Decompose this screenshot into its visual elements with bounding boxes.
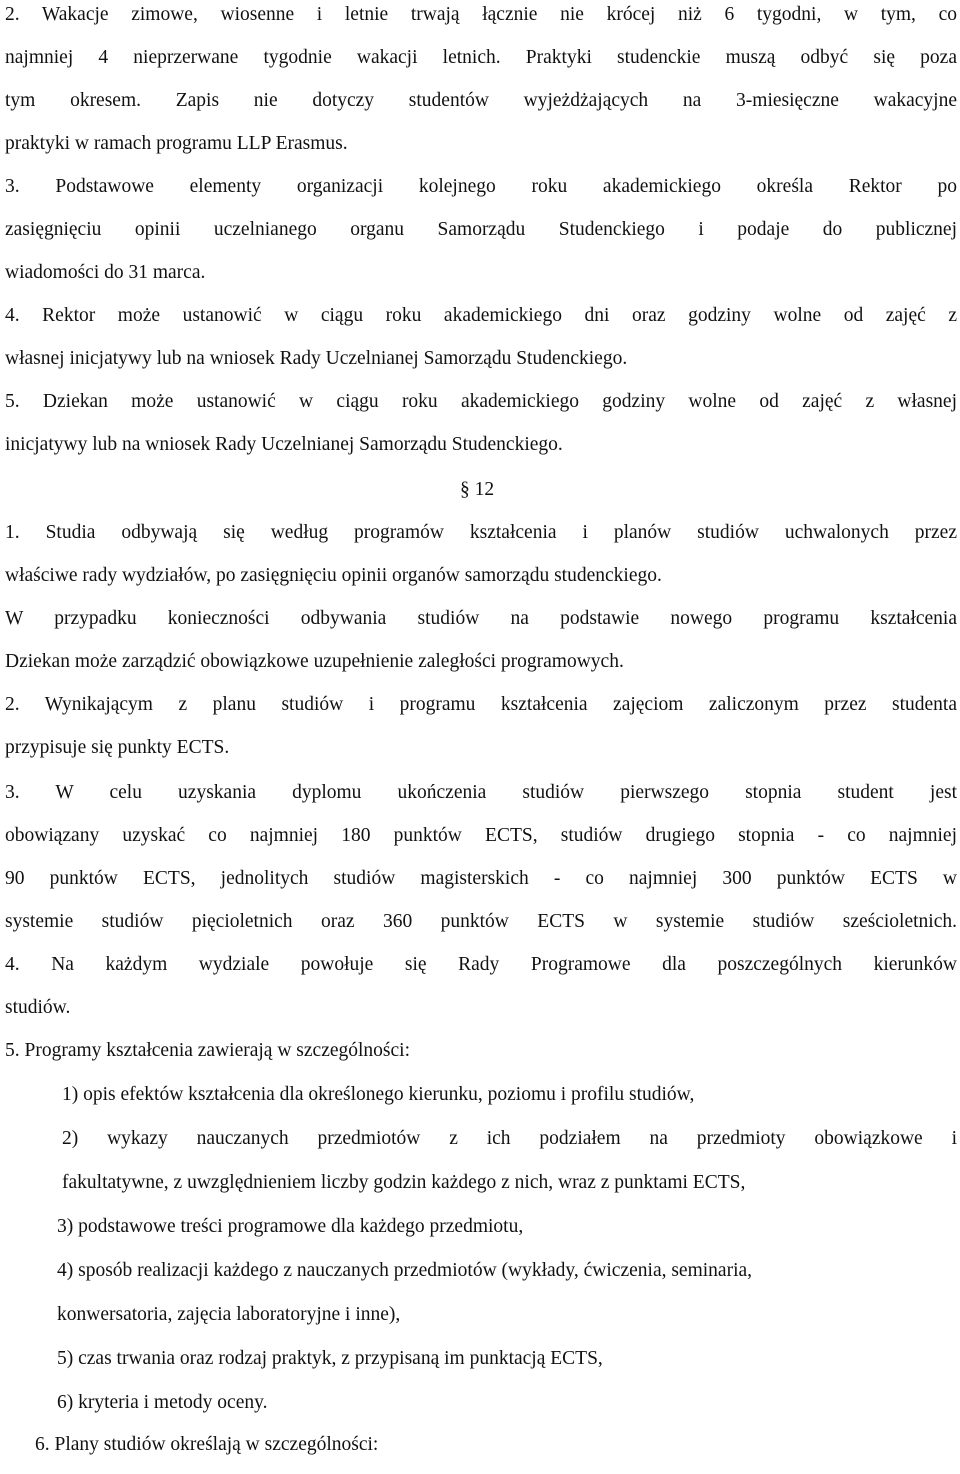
section-heading: § 12 [460,479,495,500]
text-line: 90 punktów ECTS, jednolitych studiów magisterskich - co najmniej 300 punktów ECTS w [5,868,957,889]
text-line: wiadomości do 31 marca. [5,262,206,283]
text-line: 2. Wakacje zimowe, wiosenne i letnie trwają łącznie nie krócej niż 6 tygodni, w tym, co [5,4,957,25]
text-line: przypisuje się punkty ECTS. [5,737,230,758]
list-item: 2) wykazy nauczanych przedmiotów z ich podziałem na przedmioty obowiązkowe i [62,1128,957,1149]
text-line: 4. Na każdym wydziale powołuje się Rady Programowe dla poszczególnych kierunków [5,954,957,975]
text-line: studiów. [5,997,71,1018]
list-item: 4) sposób realizacji każdego z nauczanych przedmiotów (wykłady, ćwiczenia, seminaria, [57,1260,753,1281]
list-item: 5) czas trwania oraz rodzaj praktyk, z przypisaną im punktacją ECTS, [57,1348,603,1369]
list-item: 1) opis efektów kształcenia dla określonego kierunku, poziomu i profilu studiów, [62,1084,695,1105]
text-line: 5. Dziekan może ustanowić w ciągu roku akademickiego godziny wolne od zajęć z własnej [5,391,957,412]
text-line: 3. Podstawowe elementy organizacji kolejnego roku akademickiego określa Rektor po [5,176,957,197]
text-line: 1. Studia odbywają się według programów kształcenia i planów studiów uchwalonych przez [5,522,957,543]
text-line: 6. Plany studiów określają w szczególności: [35,1434,379,1455]
text-line: praktyki w ramach programu LLP Erasmus. [5,133,348,154]
text-line: 5. Programy kształcenia zawierają w szczególności: [5,1040,410,1061]
text-line: zasięgnięciu opinii uczelnianego organu Samorządu Studenckiego i podaje do publicznej [5,219,957,240]
text-line: systemie studiów pięcioletnich oraz 360 punktów ECTS w systemie studiów sześcioletnich. [5,911,957,932]
text-line: Dziekan może zarządzić obowiązkowe uzupełnienie zaległości programowych. [5,651,624,672]
text-line: 2. Wynikającym z planu studiów i programu kształcenia zajęciom zaliczonym przez studenta [5,694,957,715]
text-line: W przypadku konieczności odbywania studiów na podstawie nowego programu kształcenia [5,608,957,629]
text-line: własnej inicjatywy lub na wniosek Rady Uczelnianej Samorządu Studenckiego. [5,348,628,369]
text-line: właściwe rady wydziałów, po zasięgnięciu opinii organów samorządu studenckiego. [5,565,662,586]
list-item: 3) podstawowe treści programowe dla każdego przedmiotu, [57,1216,524,1237]
text-line: najmniej 4 nieprzerwane tygodnie wakacji letnich. Praktyki studenckie muszą odbyć się poza [5,47,957,68]
text-line: 3. W celu uzyskania dyplomu ukończenia studiów pierwszego stopnia student jest [5,782,957,803]
text-line: obowiązany uzyskać co najmniej 180 punktów ECTS, studiów drugiego stopnia - co najmniej [5,825,957,846]
text-line: tym okresem. Zapis nie dotyczy studentów wyjeżdżających na 3-miesięczne wakacyjne [5,90,957,111]
list-item: konwersatoria, zajęcia laboratoryjne i inne), [57,1304,401,1325]
list-item: fakultatywne, z uwzględnieniem liczby godzin każdego z nich, wraz z punktami ECTS, [62,1172,746,1193]
text-line: 4. Rektor może ustanowić w ciągu roku akademickiego dni oraz godziny wolne od zajęć z [5,305,957,326]
text-line: inicjatywy lub na wniosek Rady Uczelnianej Samorządu Studenckiego. [5,434,563,455]
list-item: 6) kryteria i metody oceny. [57,1392,268,1413]
